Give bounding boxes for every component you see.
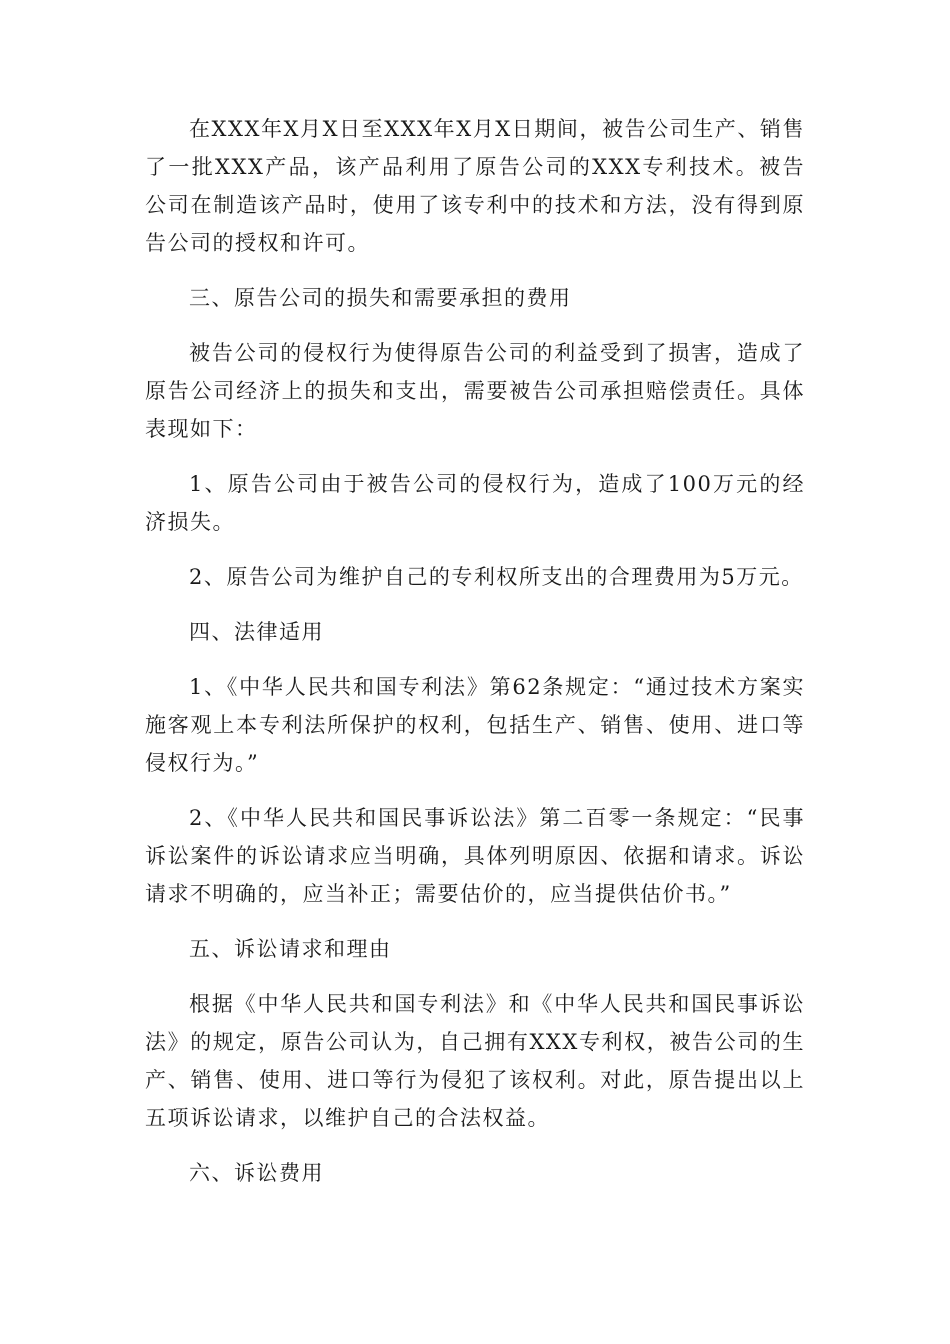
heading-plaintiff-losses: 三、原告公司的损失和需要承担的费用 xyxy=(189,286,572,310)
heading-litigation-costs: 六、诉讼费用 xyxy=(189,1161,324,1185)
heading-applicable-law: 四、法律适用 xyxy=(189,620,324,644)
list-item-patent-law: 1、《中华人民共和国专利法》第62条规定：“通过技术方案实施客观上本专利法所保护的权利，包括生产、销售、使用、进口等侵权行为。” xyxy=(145,675,805,775)
list-item-reasonable-expenses: 2、原告公司为维护自己的专利权所支出的合理费用为5万元。 xyxy=(189,565,804,589)
heading-claims-and-reasons: 五、诉讼请求和理由 xyxy=(189,937,392,961)
paragraph-losses-intro: 被告公司的侵权行为使得原告公司的利益受到了损害，造成了原告公司经济上的损失和支出，需要被告公司承担赔偿责任。具体表现如下： xyxy=(145,341,805,441)
paragraph-infringement-facts: 在XXX年X月X日至XXX年X月X日期间，被告公司生产、销售了一批XXX产品，该产品利用了原告公司的XXX专利技术。被告公司在制造该产品时，使用了该专利中的技术和方法，没有得到原告公司的授权和许可。 xyxy=(145,117,805,255)
list-item-economic-loss: 1、原告公司由于被告公司的侵权行为，造成了100万元的经济损失。 xyxy=(145,472,805,534)
list-item-civil-procedure-law: 2、《中华人民共和国民事诉讼法》第二百零一条规定：“民事诉讼案件的诉讼请求应当明确，具体列明原因、依据和请求。诉讼请求不明确的，应当补正；需要估价的，应当提供估价书。” xyxy=(145,806,805,906)
paragraph-claims-and-reasons: 根据《中华人民共和国专利法》和《中华人民共和国民事诉讼法》的规定，原告公司认为，自己拥有XXX专利权，被告公司的生产、销售、使用、进口等行为侵犯了该权利。对此，原告提出以上五项诉讼请求，以维护自己的合法权益。 xyxy=(145,992,805,1130)
document-body xyxy=(145,110,805,1209)
